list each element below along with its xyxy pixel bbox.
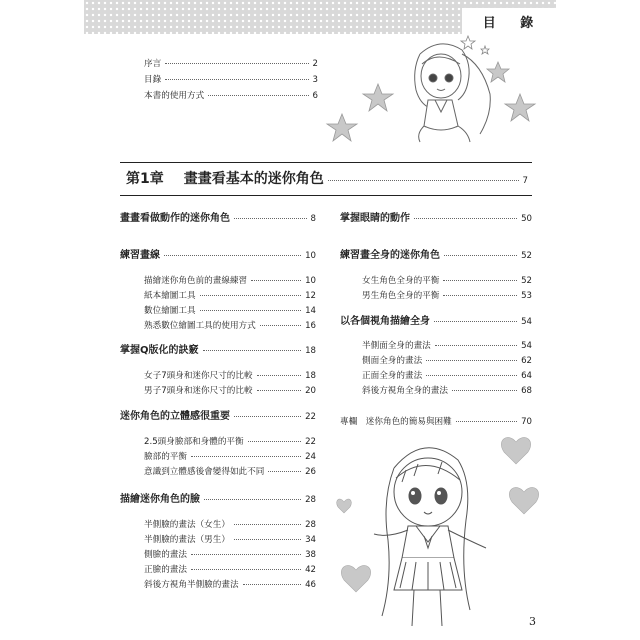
toc-entry-subsection[interactable]: 男生角色全身的平衡 53 xyxy=(362,291,532,301)
toc-entry-subsection[interactable]: 斜後方視角全身的畫法 68 xyxy=(362,386,532,396)
toc-entry-subsection[interactable]: 意識到立體感後會變得如此不同 26 xyxy=(144,467,316,477)
toc-entry-section[interactable]: 描繪迷你角色的臉 28 xyxy=(120,494,316,505)
toc-entry-intro[interactable]: 序言 2 xyxy=(144,59,318,69)
toc-entry-subsection[interactable]: 側面全身的畫法 62 xyxy=(362,356,532,366)
toc-entry-section[interactable]: 迷你角色的立體感很重要 22 xyxy=(120,411,316,422)
toc-entry-subsection[interactable]: 紙本繪圖工具 12 xyxy=(144,291,316,301)
header-band xyxy=(84,0,556,34)
toc-entry-section[interactable]: 掌握眼睛的動作 50 xyxy=(340,213,532,224)
toc-entry-subsection[interactable]: 2.5頭身臉部和身體的平衡 22 xyxy=(144,437,316,447)
page-title: 目 錄 xyxy=(462,8,556,34)
toc-entry-subsection[interactable]: 側臉的畫法 38 xyxy=(144,550,316,560)
toc-entry-intro[interactable]: 目錄 3 xyxy=(144,75,318,85)
toc-entry-subsection[interactable]: 數位繪圖工具 14 xyxy=(144,306,316,316)
toc-entry-section[interactable]: 以各個視角描繪全身 54 xyxy=(340,316,532,327)
toc-entry-subsection[interactable]: 女子7頭身和迷你尺寸的比較 18 xyxy=(144,371,316,381)
toc-entry-section[interactable]: 練習畫線 10 xyxy=(120,250,316,261)
toc-entry-subsection[interactable]: 臉部的平衡 24 xyxy=(144,452,316,462)
chapter-heading xyxy=(120,162,532,196)
toc-page xyxy=(84,0,556,640)
toc-entry-chapter[interactable]: 第1章 畫畫看基本的迷你角色 7 xyxy=(126,171,528,187)
toc-entry-section[interactable]: 畫畫看做動作的迷你角色 8 xyxy=(120,213,316,224)
toc-entry-subsection[interactable]: 正臉的畫法 42 xyxy=(144,565,316,575)
toc-entry-subsection[interactable]: 女生角色全身的平衡 52 xyxy=(362,276,532,286)
toc-entry-subsection[interactable]: 半側臉的畫法（女生） 28 xyxy=(144,520,316,530)
toc-entry-subsection[interactable]: 半側面全身的畫法 54 xyxy=(362,341,532,351)
page-number: 3 xyxy=(529,615,536,628)
toc-entry-subsection[interactable]: 斜後方視角半側臉的畫法 46 xyxy=(144,580,316,590)
toc-entry-column[interactable]: 專欄 迷你角色的簡易與困難 70 xyxy=(340,417,532,427)
toc-entry-subsection[interactable]: 熟悉數位繪圖工具的使用方式 16 xyxy=(144,321,316,331)
toc-entry-section[interactable]: 掌握Q版化的訣竅 18 xyxy=(120,345,316,356)
toc-entry-subsection[interactable]: 男子7頭身和迷你尺寸的比較 20 xyxy=(144,386,316,396)
chibi-girl-stars-illustration xyxy=(320,34,550,146)
toc-entry-subsection[interactable]: 描繪迷你角色前的畫線練習 10 xyxy=(144,276,316,286)
toc-entry-intro[interactable]: 本書的使用方式 6 xyxy=(144,91,318,101)
chibi-girl-hearts-illustration xyxy=(336,430,552,630)
toc-entry-subsection[interactable]: 正面全身的畫法 64 xyxy=(362,371,532,381)
toc-entry-subsection[interactable]: 半側臉的畫法（男生） 34 xyxy=(144,535,316,545)
toc-entry-section[interactable]: 練習畫全身的迷你角色 52 xyxy=(340,250,532,261)
